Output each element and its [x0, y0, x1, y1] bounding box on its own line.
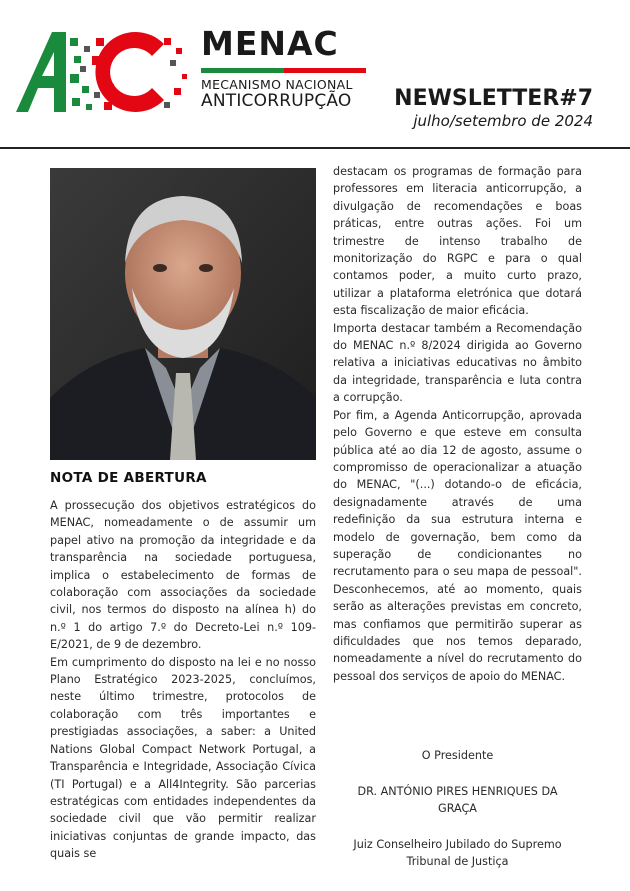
menac-logo-icon — [14, 26, 194, 118]
article-paragraph: Por fim, a Agenda Anticorrupção, aprovada pelo Governo e que esteve em consulta pública até ao dia 12 de agosto, assume o compromisso de operacionalizar a atuação do MENAC, "(...) dotando-o de eficácia, designadamente através de uma redefinição da sua estrutura interna e modelo de governação, bem como da superação de condicionantes no recrutamento para o seu mapa de pessoal". Desconhecemos, até ao momento, quais serão as alterações previstas em concreto, mas confiamos que permitirão superar as dificuldades que nos temos deparado, nomeadamente a nível do recrutamento do pessoal dos serviços de apoio do MENAC. — [333, 408, 582, 683]
newsletter-date: julho/setembro de 2024 — [413, 112, 593, 130]
brand-block — [201, 26, 371, 111]
brand-subtitle-line2: ANTICORRUPÇÃO — [201, 91, 352, 111]
article-paragraph: Importa destacar também a Recomendação do MENAC n.º 8/2024 dirigida ao Governo relativa a iniciativas educativas no âmbito da integridade, transparência e luta contra a corrupção. — [333, 321, 582, 405]
article-left-column — [50, 497, 316, 863]
signature-role: O Presidente — [421, 749, 494, 762]
president-portrait — [50, 168, 316, 460]
brand-subtitle-line1: MECANISMO NACIONAL — [201, 77, 353, 92]
header-divider — [0, 147, 630, 149]
portrait-image-icon — [50, 168, 316, 460]
signature-name: DR. ANTÓNIO PIRES HENRIQUES DA GRAÇA — [357, 785, 558, 816]
article-paragraph: Em cumprimento do disposto na lei e no nosso Plano Estratégico 2023-2025, concluímos, neste último trimestre, protocolos de colaboração com três importantes e prestigiadas associações, a saber: a United Nations Global Compact Network Portugal, a Transparência e Integridade, Associação Cívica (TI Portugal) e a All4Integrity. São parcerias estratégicas com entidades independentes da sociedade civil que vão permitir realizar iniciativas conjuntas de grande impacto, das quais se — [50, 655, 316, 861]
signature-title: Juiz Conselheiro Jubilado do Supremo Tribunal de Justiça — [353, 838, 562, 869]
brand-color-bar — [201, 68, 366, 73]
article-paragraph: A prossecução dos objetivos estratégicos do MENAC, nomeadamente o de assumir um papel ativo na promoção da integridade e da transparência na sociedade portuguesa, implica o estabelecimento de formas de colaboração com associações da sociedade civil, nos termos do disposto na alínea h) do n.º 1 do artigo 7.º do Decreto-Lei n.º 109-E/2021, de 9 de dezembro. — [50, 499, 316, 652]
newsletter-heading — [394, 86, 593, 130]
article-right-column — [333, 163, 582, 685]
newsletter-title: NEWSLETTER#7 — [394, 86, 593, 111]
page-header — [0, 0, 630, 150]
brand-name: MENAC — [201, 24, 339, 63]
article-paragraph: destacam os programas de formação para professores em literacia anticorrupção, a divulgação de recomendações e boas práticas, entre outras ações. Foi um trimestre de intenso trabalho de monitorização do RGPC e para o qual contamos poder, a muito curto prazo, utilizar a plataforma eletrónica que dotará esta fiscalização de maior eficácia. — [333, 165, 582, 318]
section-title: NOTA DE ABERTURA — [50, 470, 207, 486]
